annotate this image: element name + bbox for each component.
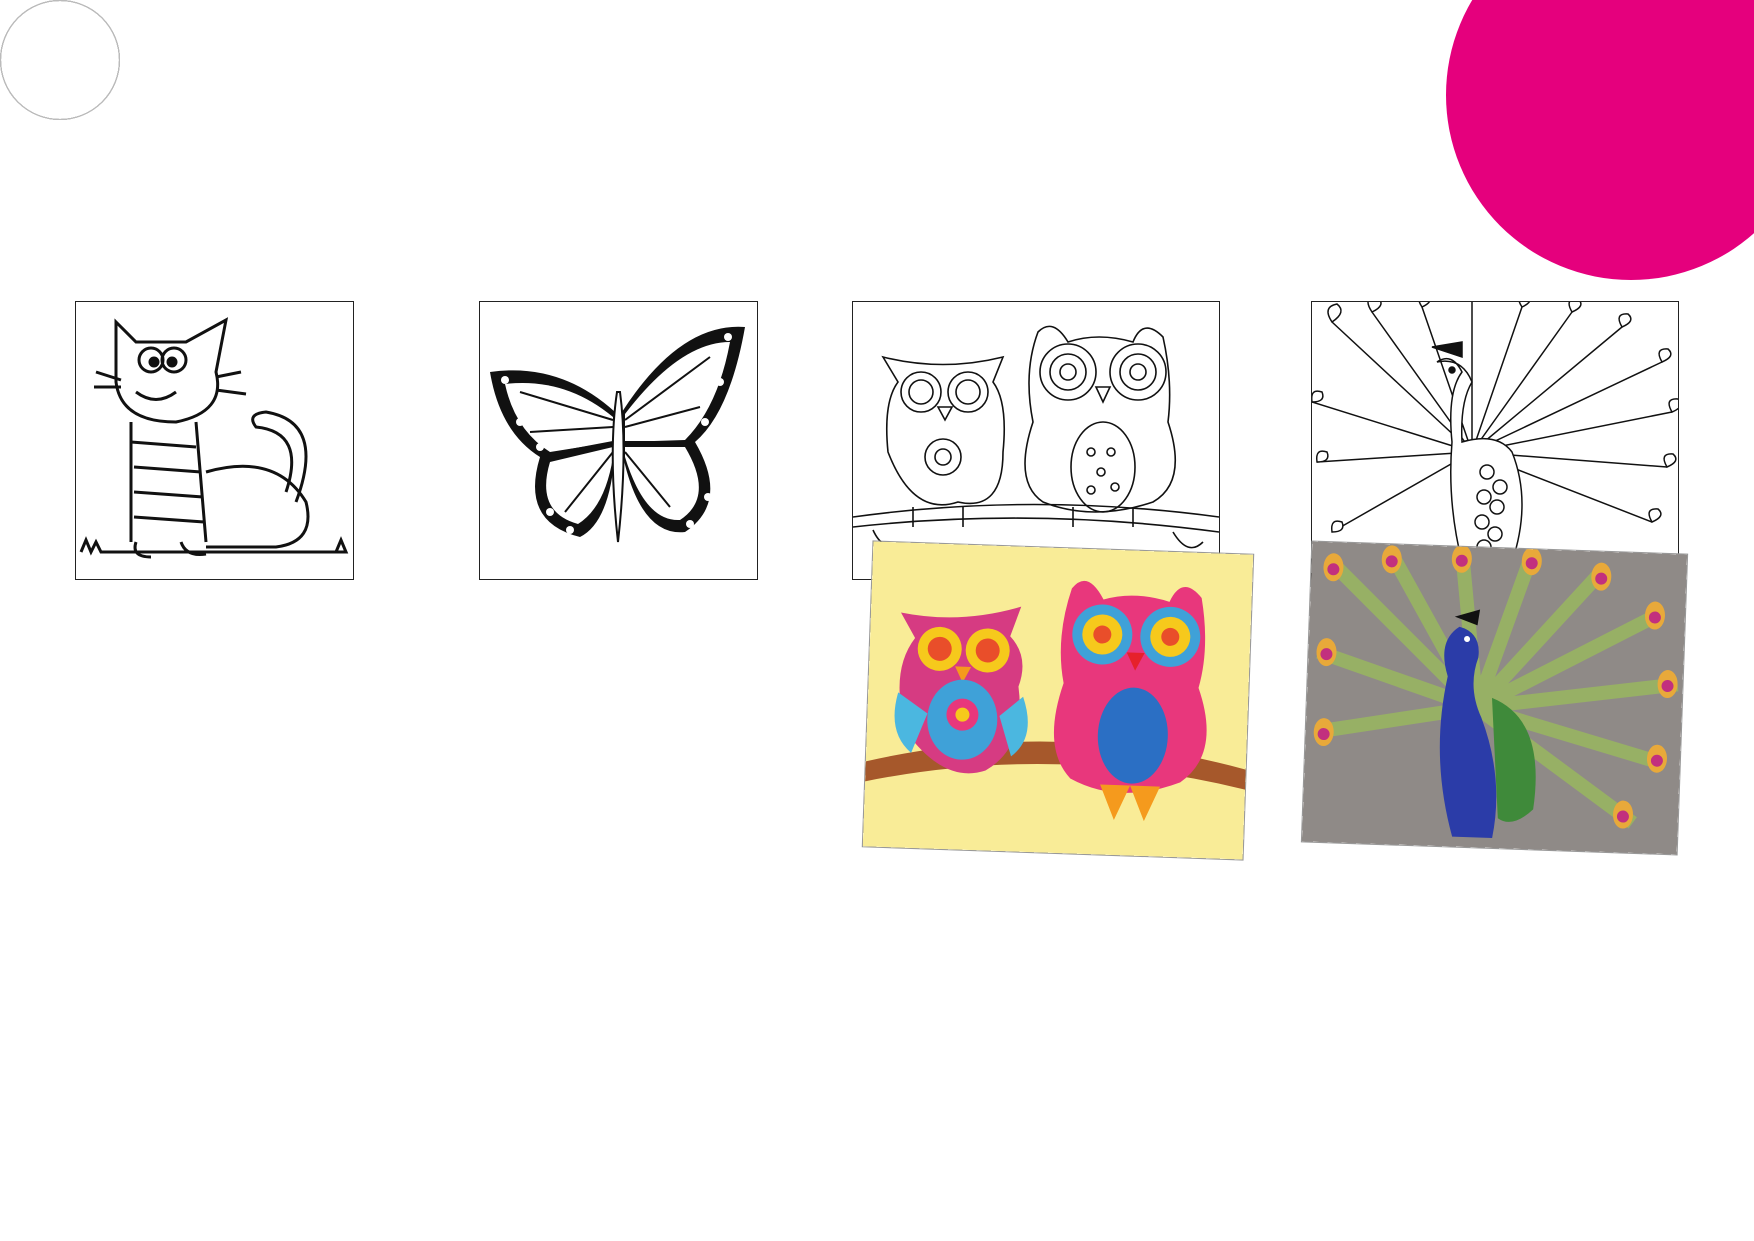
- peacock-drawing: [1312, 302, 1678, 579]
- peacock-template: [1311, 301, 1679, 580]
- butterfly-drawing: [480, 302, 757, 579]
- owls-sample-artwork: [863, 541, 1253, 859]
- owls-drawing: [853, 302, 1219, 579]
- cat-template: [75, 301, 354, 580]
- butterfly-template: [479, 301, 758, 580]
- owls-template: [852, 301, 1220, 580]
- cat-drawing: [76, 302, 353, 579]
- peacock-sample-artwork: [1302, 542, 1687, 855]
- peacock-sample-photo: [1302, 542, 1687, 855]
- owls-sample-photo: [863, 541, 1253, 859]
- slogan-badge: [1446, 0, 1754, 280]
- color-swatch: [0, 0, 120, 120]
